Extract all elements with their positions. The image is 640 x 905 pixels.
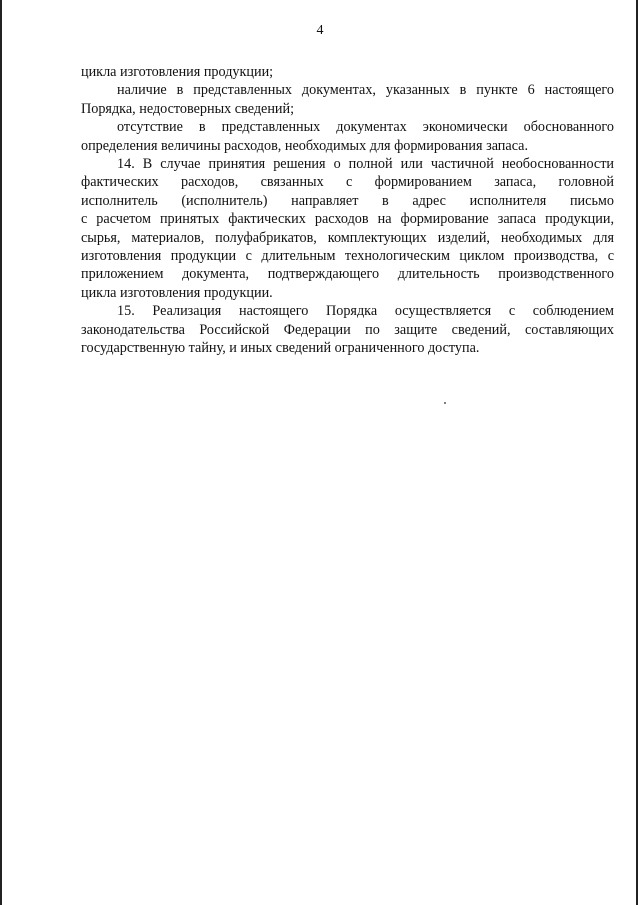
text-line: отсутствие в представленных документах экономически обоснованного: [117, 119, 614, 136]
document-body: [81, 63, 614, 358]
text-line: 14. В случае принятия решения о полной или частичной необоснованности: [117, 156, 614, 173]
text-line: фактических расходов, связанных с формированием запаса, головной: [81, 174, 614, 191]
text-line: приложением документа, подтверждающего длительность производственного: [81, 266, 614, 283]
text-line: цикла изготовления продукции.: [81, 284, 273, 301]
text-line: 15. Реализация настоящего Порядка осуществляется с соблюдением: [117, 303, 614, 320]
text-line: с расчетом принятых фактических расходов на формирование запаса продукции,: [81, 211, 614, 228]
text-line: Порядка, недостоверных сведений;: [81, 100, 295, 117]
text-line: определения величины расходов, необходимых для формирования запаса.: [81, 137, 529, 154]
text-line: наличие в представленных документах, указанных в пункте 6 настоящего: [117, 82, 614, 99]
paragraph-continuation: [81, 63, 614, 81]
paragraph-false-information: [81, 81, 614, 118]
scan-edge-right: [636, 0, 638, 905]
scan-edge-left: [0, 0, 2, 905]
page-number: 4: [316, 23, 324, 38]
text-line: цикла изготовления продукции;: [81, 64, 274, 80]
paragraph-item-15: [81, 302, 614, 357]
text-line: исполнитель (исполнитель) направляет в адрес исполнителя письмо: [81, 192, 614, 209]
text-line: изготовления продукции с длительным технологическим циклом производства, с: [81, 248, 614, 265]
text-line: государственную тайну, и иных сведений ограниченного доступа.: [81, 340, 480, 357]
scan-speck: [444, 402, 446, 404]
text-line: сырья, материалов, полуфабрикатов, комплектующих изделий, необходимых для: [81, 229, 614, 246]
text-line: законодательства Российской Федерации по защите сведений, составляющих: [81, 321, 614, 338]
paragraph-item-14: [81, 155, 614, 302]
paragraph-no-justification: [81, 118, 614, 155]
